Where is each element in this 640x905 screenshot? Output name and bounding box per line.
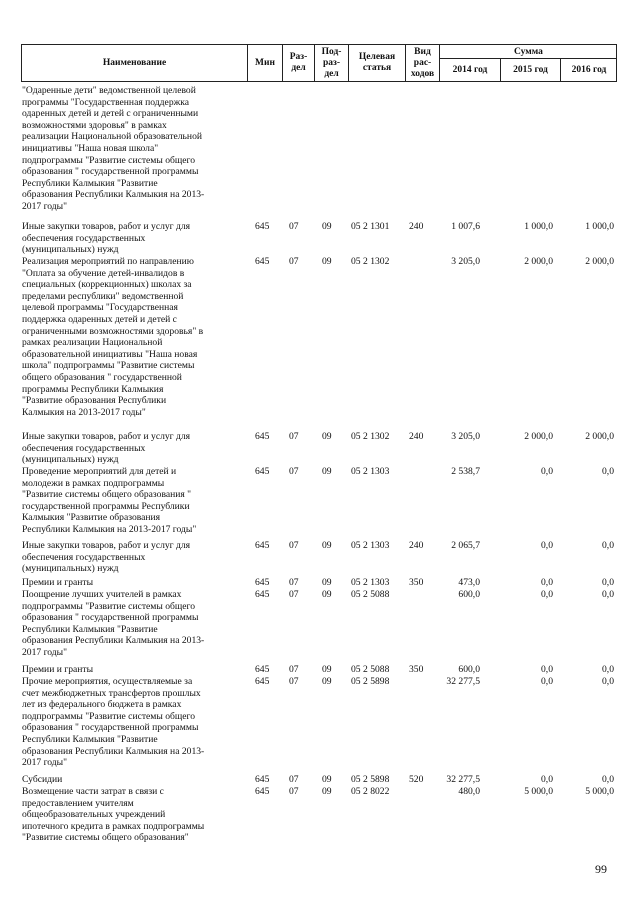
row-sum-2014: 2 065,7 (451, 540, 480, 551)
row-name: Поощрение лучших учителей в рамках подпрограммы "Развитие системы общего образования " государственной программы Республики Калмыкия "Развитие образования Республики Калмыкия на 2013- 2017 годы" (22, 589, 205, 658)
header-vid-rashodov: Вид рас- ходов (406, 45, 440, 81)
row-podrazdel: 09 (322, 676, 332, 687)
page-number: 99 (595, 862, 607, 876)
row-podrazdel: 09 (322, 221, 332, 232)
header-year-2014: 2014 год (440, 59, 501, 81)
row-min: 645 (255, 577, 270, 588)
row-sum-2016: 5 000,0 (585, 786, 614, 797)
header-min: Мин (248, 45, 283, 81)
row-razdel: 07 (289, 221, 299, 232)
header-razdel: Раз- дел (283, 45, 315, 81)
row-vid-rashodov: 240 (409, 221, 424, 232)
row-name: Прочие мероприятия, осуществляемые за счет межбюджетных трансфертов прошлых лет из федерального бюджета в рамках подпрограммы "Развитие системы общего образования " государственной программы Республики Калмыкия "Развитие образования Республики Калмыкия на 2013- 2017 годы" (22, 676, 205, 769)
row-celevaya-statya: 05 2 1303 (351, 466, 390, 477)
row-sum-2014: 3 205,0 (451, 431, 480, 442)
row-sum-2015: 0,0 (541, 540, 553, 551)
row-sum-2014: 32 277,5 (446, 774, 480, 785)
row-celevaya-statya: 05 2 5088 (351, 589, 390, 600)
row-podrazdel: 09 (322, 664, 332, 675)
row-name: Проведение мероприятий для детей и молодежи в рамках подпрограммы "Развитие системы общего образования " государственной программы Республики Калмыкия "Развитие образования Республики Калмыкия на 2013-2017 годы" (22, 466, 197, 535)
row-celevaya-statya: 05 2 5898 (351, 676, 390, 687)
row-sum-2014: 2 538,7 (451, 466, 480, 477)
row-celevaya-statya: 05 2 5088 (351, 664, 390, 675)
row-vid-rashodov: 240 (409, 431, 424, 442)
row-razdel: 07 (289, 256, 299, 267)
row-podrazdel: 09 (322, 786, 332, 797)
row-vid-rashodov: 240 (409, 540, 424, 551)
row-podrazdel: 09 (322, 256, 332, 267)
row-name: Премии и гранты (22, 664, 94, 675)
row-celevaya-statya: 05 2 1302 (351, 256, 390, 267)
row-razdel: 07 (289, 577, 299, 588)
row-name: "Одаренные дети" ведомственной целевой программы "Государственная поддержка одаренных детей и детей с ограниченными возможностями здоровья" в рамках реализации Национальной образовательной инициативы "Наша новая школа" подпрограммы "Развитие системы общего образования " государственной программы Республики Калмыкия "Развитие образования Республики Калмыкия на 2013- 2017 годы" (22, 85, 205, 212)
header-name: Наименование (22, 45, 248, 81)
row-sum-2014: 32 277,5 (446, 676, 480, 687)
header-summa: Сумма (440, 45, 617, 59)
row-sum-2016: 2 000,0 (585, 256, 614, 267)
row-sum-2014: 600,0 (458, 664, 480, 675)
row-name: Иные закупки товаров, работ и услуг для обеспечения государственных (муниципальных) нужд (22, 221, 191, 256)
row-sum-2015: 1 000,0 (524, 221, 553, 232)
row-min: 645 (255, 256, 270, 267)
row-podrazdel: 09 (322, 774, 332, 785)
row-sum-2016: 0,0 (602, 774, 614, 785)
row-razdel: 07 (289, 676, 299, 687)
row-sum-2014: 1 007,6 (451, 221, 480, 232)
row-sum-2016: 2 000,0 (585, 431, 614, 442)
row-name: Возмещение части затрат в связи с предоставлением учителям общеобразовательных учреждений ипотечного кредита в рамках подпрограммы "Развитие системы общего образования" (22, 786, 205, 844)
row-min: 645 (255, 540, 270, 551)
row-razdel: 07 (289, 786, 299, 797)
row-celevaya-statya: 05 2 1301 (351, 221, 390, 232)
row-sum-2016: 0,0 (602, 589, 614, 600)
table-header (21, 44, 617, 82)
row-vid-rashodov: 520 (409, 774, 424, 785)
row-min: 645 (255, 466, 270, 477)
row-sum-2015: 0,0 (541, 577, 553, 588)
row-sum-2016: 0,0 (602, 577, 614, 588)
row-vid-rashodov: 350 (409, 664, 424, 675)
header-year-2015: 2015 год (501, 59, 561, 81)
row-sum-2016: 0,0 (602, 664, 614, 675)
row-min: 645 (255, 221, 270, 232)
row-name: Премии и гранты (22, 577, 94, 588)
row-podrazdel: 09 (322, 540, 332, 551)
row-sum-2015: 0,0 (541, 664, 553, 675)
row-celevaya-statya: 05 2 1303 (351, 577, 390, 588)
row-min: 645 (255, 664, 270, 675)
row-podrazdel: 09 (322, 589, 332, 600)
row-min: 645 (255, 431, 270, 442)
row-name: Реализация мероприятий по направлению "Оплата за обучение детей-инвалидов в специальных (коррекционных) школах за пределами республики" ведомственной целевой программы "Государственная поддержка одаренных детей и детей с ограниченными возможностями здоровья" в рамках реализации Национальной образовательной инициативы "Наша новая школа" подпрограммы "Развитие системы общего образования " государственной программы Республики Калмыкия "Развитие образования Республики Калмыкия на 2013-2017 годы" (22, 256, 204, 418)
row-razdel: 07 (289, 589, 299, 600)
row-celevaya-statya: 05 2 8022 (351, 786, 390, 797)
header-year-2016: 2016 год (571, 65, 607, 75)
row-sum-2015: 0,0 (541, 774, 553, 785)
header-celevaya-statya: Целевая статья (349, 45, 406, 81)
row-min: 645 (255, 589, 270, 600)
row-celevaya-statya: 05 2 1303 (351, 540, 390, 551)
row-min: 645 (255, 786, 270, 797)
row-podrazdel: 09 (322, 466, 332, 477)
row-razdel: 07 (289, 664, 299, 675)
row-sum-2014: 480,0 (458, 786, 480, 797)
row-razdel: 07 (289, 774, 299, 785)
row-razdel: 07 (289, 466, 299, 477)
row-sum-2014: 3 205,0 (451, 256, 480, 267)
row-razdel: 07 (289, 540, 299, 551)
row-vid-rashodov: 350 (409, 577, 424, 588)
row-podrazdel: 09 (322, 431, 332, 442)
row-celevaya-statya: 05 2 1302 (351, 431, 390, 442)
row-sum-2014: 600,0 (458, 589, 480, 600)
row-name: Иные закупки товаров, работ и услуг для обеспечения государственных (муниципальных) нужд (22, 431, 191, 466)
row-sum-2016: 0,0 (602, 540, 614, 551)
row-min: 645 (255, 676, 270, 687)
row-razdel: 07 (289, 431, 299, 442)
row-sum-2015: 0,0 (541, 676, 553, 687)
row-name: Субсидии (22, 774, 63, 785)
row-sum-2015: 0,0 (541, 589, 553, 600)
row-sum-2015: 2 000,0 (524, 431, 553, 442)
row-name: Иные закупки товаров, работ и услуг для обеспечения государственных (муниципальных) нужд (22, 540, 191, 575)
row-sum-2016: 0,0 (602, 466, 614, 477)
row-podrazdel: 09 (322, 577, 332, 588)
row-sum-2015: 2 000,0 (524, 256, 553, 267)
row-sum-2015: 0,0 (541, 466, 553, 477)
row-celevaya-statya: 05 2 5898 (351, 774, 390, 785)
header-podrazdel: Под- раз- дел (315, 45, 349, 81)
row-min: 645 (255, 774, 270, 785)
row-sum-2015: 5 000,0 (524, 786, 553, 797)
row-sum-2014: 473,0 (458, 577, 480, 588)
row-sum-2016: 0,0 (602, 676, 614, 687)
row-sum-2016: 1 000,0 (585, 221, 614, 232)
